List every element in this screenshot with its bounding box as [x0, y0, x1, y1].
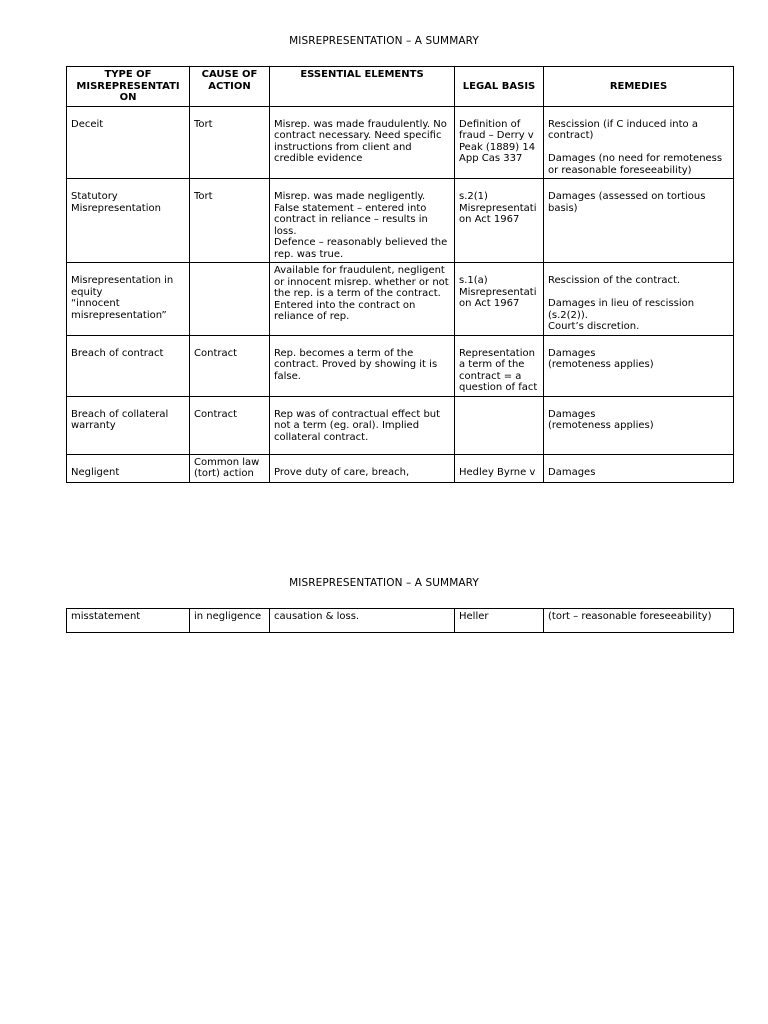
header-legal: LEGAL BASIS	[455, 67, 544, 107]
page-title-repeat: MISREPRESENTATION – A SUMMARY	[289, 577, 479, 589]
cell-cause: Tort	[190, 179, 270, 263]
cell-elements: Rep. becomes a term of the contract. Proved by showing it is false.	[270, 335, 455, 396]
summary-table-continued	[66, 608, 734, 633]
page-title: MISREPRESENTATION – A SUMMARY	[289, 35, 479, 47]
cell-type: Deceit	[67, 106, 190, 179]
cell-elements: Prove duty of care, breach,	[270, 454, 455, 482]
cell-cause	[190, 263, 270, 336]
header-cause: CAUSE OF ACTION	[190, 67, 270, 107]
cell-cause: Contract	[190, 335, 270, 396]
table-row	[67, 454, 734, 482]
table-row	[67, 106, 734, 179]
cell-remedies: Damages (remoteness applies)	[544, 396, 734, 454]
cell-legal: Hedley Byrne v	[455, 454, 544, 482]
cell-elements: Misrep. was made negligently. False statement – entered into contract in reliance – results in loss. Defence – reasonably believed the rep. was true.	[270, 179, 455, 263]
table-row	[67, 609, 734, 633]
summary-table	[66, 66, 734, 483]
header-elements: ESSENTIAL ELEMENTS	[270, 67, 455, 107]
cell-remedies: Damages	[544, 454, 734, 482]
cell-elements: Available for fraudulent, negligent or innocent misrep. whether or not the rep. is a term of the contract. Entered into the contract on reliance of rep.	[270, 263, 455, 336]
header-type: TYPE OF MISREPRESENTATI ON	[67, 67, 190, 107]
cell-legal	[455, 396, 544, 454]
cell-type: Breach of contract	[67, 335, 190, 396]
cell-legal: s.1(a) Misrepresentati on Act 1967	[455, 263, 544, 336]
cell-remedies: Rescission (if C induced into a contract) Damages (no need for remoteness or reasonable foreseeability)	[544, 106, 734, 179]
cell-cause: in negligence	[190, 609, 270, 633]
cell-legal: s.2(1) Misrepresentati on Act 1967	[455, 179, 544, 263]
cell-cause: Common law (tort) action	[190, 454, 270, 482]
cell-elements: Rep was of contractual effect but not a term (eg. oral). Implied collateral contract.	[270, 396, 455, 454]
table-row	[67, 396, 734, 454]
cell-remedies: Rescission of the contract. Damages in lieu of rescission (s.2(2)). Court’s discretion.	[544, 263, 734, 336]
header-remedies: REMEDIES	[544, 67, 734, 107]
cell-type: Statutory Misrepresentation	[67, 179, 190, 263]
cell-remedies: (tort – reasonable foreseeability)	[544, 609, 734, 633]
table-row	[67, 335, 734, 396]
cell-legal: Representation a term of the contract = a question of fact	[455, 335, 544, 396]
cell-type: misstatement	[67, 609, 190, 633]
table-row	[67, 179, 734, 263]
header-row	[67, 67, 734, 107]
cell-remedies: Damages (remoteness applies)	[544, 335, 734, 396]
cell-cause: Tort	[190, 106, 270, 179]
cell-elements: Misrep. was made fraudulently. No contract necessary. Need specific instructions from client and credible evidence	[270, 106, 455, 179]
cell-type: Breach of collateral warranty	[67, 396, 190, 454]
cell-type: Misrepresentation in equity “innocent misrepresentation”	[67, 263, 190, 336]
cell-remedies: Damages (assessed on tortious basis)	[544, 179, 734, 263]
cell-type: Negligent	[67, 454, 190, 482]
cell-elements: causation & loss.	[270, 609, 455, 633]
cell-legal: Definition of fraud – Derry v Peak (1889) 14 App Cas 337	[455, 106, 544, 179]
cell-legal: Heller	[455, 609, 544, 633]
table-row	[67, 263, 734, 336]
cell-cause: Contract	[190, 396, 270, 454]
